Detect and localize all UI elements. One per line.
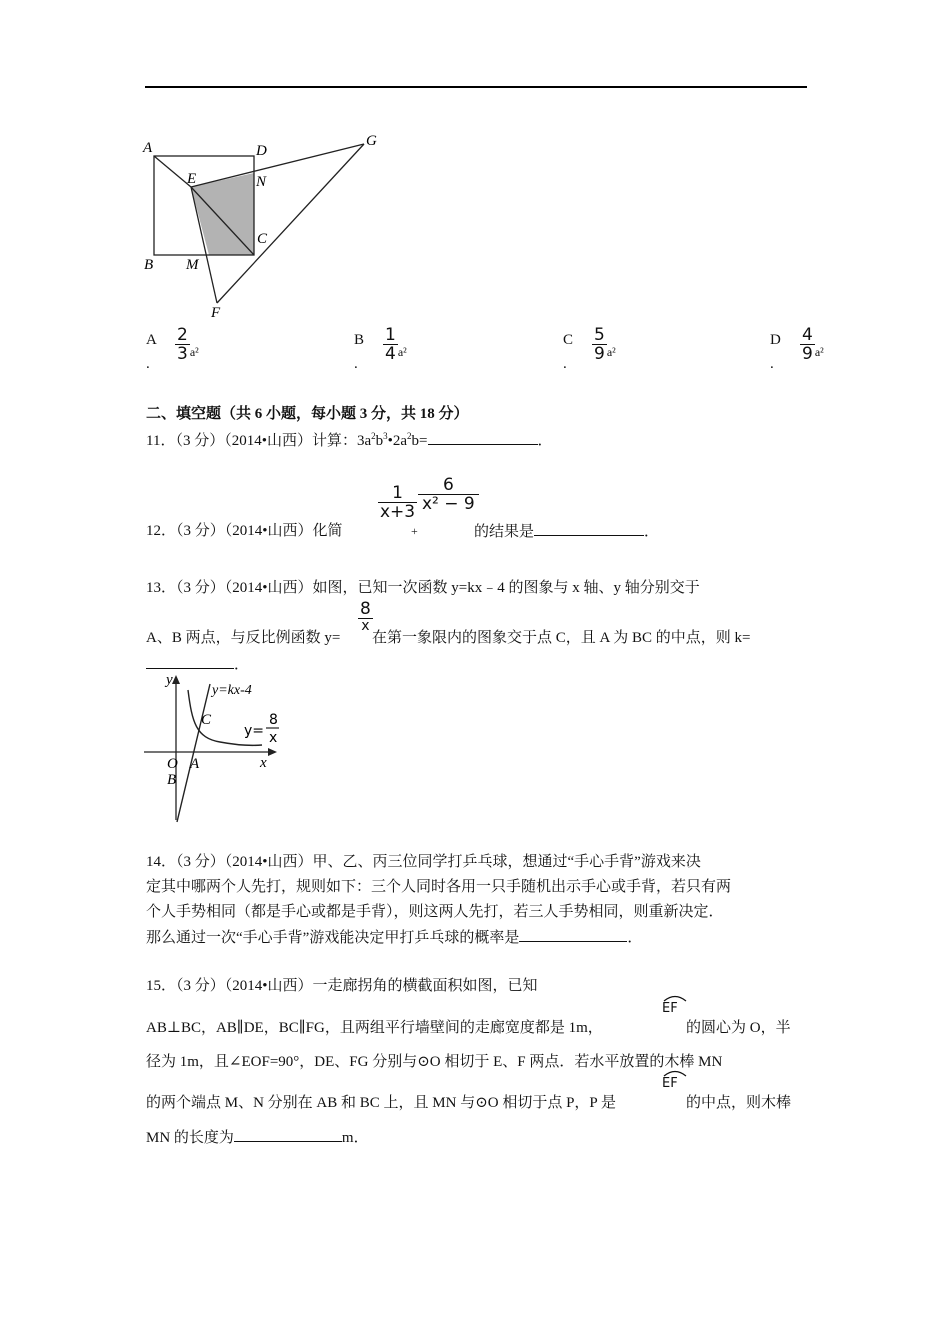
option-tail: a² xyxy=(189,345,199,360)
option-d[interactable] xyxy=(770,330,781,350)
q15-arc-1 xyxy=(662,994,688,1016)
q14-end: ． xyxy=(627,930,643,946)
denominator: x xyxy=(358,618,373,633)
numerator: 1 xyxy=(392,483,403,503)
option-dot: . xyxy=(563,356,567,372)
option-dot: . xyxy=(354,356,358,372)
arc-label: EF xyxy=(662,1076,678,1091)
q11-b: b xyxy=(375,433,384,449)
option-c-value xyxy=(592,326,616,363)
question-12-text xyxy=(146,521,343,541)
numerator: 1 xyxy=(385,325,396,345)
answer-blank[interactable] xyxy=(234,1127,342,1142)
answer-blank[interactable] xyxy=(146,654,234,669)
curve-numerator: 8 xyxy=(269,712,278,728)
q12-prefix: 12．（3 分）（2014•山西）化简 xyxy=(146,523,343,539)
label-C: C xyxy=(201,712,212,728)
numerator: 5 xyxy=(594,325,605,345)
q13-line-2-pre: A、B 两点，与反比例函数 y= xyxy=(146,630,341,646)
q15-line-5-post: m． xyxy=(341,1130,369,1146)
q15-line-3: 径为 1m，且∠EOF=90°，DE、FG 分别与⊙O 相切于 E、F 两点．若水平放置的木棒 MN xyxy=(146,1054,723,1070)
axis-y-label: y xyxy=(166,672,173,688)
option-letter: A xyxy=(146,332,157,348)
q15-line-2-post: 的圆心为 O，半 xyxy=(686,1020,791,1036)
answer-blank[interactable] xyxy=(428,430,538,445)
arc-label: EF xyxy=(662,1001,678,1016)
label-G: G xyxy=(366,133,377,149)
q14-line-4-text: 那么通过一次“手心手背”游戏能决定甲打乒乓球的概率是 xyxy=(146,930,520,946)
option-letter: B xyxy=(354,332,365,348)
denominator: 9 xyxy=(802,344,813,364)
line-equation: y=kx-4 xyxy=(212,683,252,698)
question-12-suffix xyxy=(474,521,659,542)
axis-x-label: x xyxy=(260,755,267,771)
question-11: 11．（3 分）（2014•山西）计算：$3a^2b^3•2a^2b=$ ． xyxy=(146,431,553,449)
option-dot: . xyxy=(770,356,774,372)
q12-plus: + xyxy=(411,524,418,538)
option-a[interactable] xyxy=(146,330,157,350)
label-A: A xyxy=(143,140,153,156)
denominator: 9 xyxy=(594,344,605,364)
denominator: 4 xyxy=(385,344,396,364)
option-letter: D xyxy=(770,332,781,348)
curve-equation: y= xyxy=(244,723,265,739)
label-N: N xyxy=(256,174,267,190)
q11-tail: b= xyxy=(411,433,428,449)
geometry-figure-q10 xyxy=(135,125,395,325)
q13-line-1: 13．（3 分）（2014•山西）如图，已知一次函数 y=kx﹣4 的图象与 x 轴、y 轴分别交于 xyxy=(146,580,700,596)
numerator: 8 xyxy=(360,599,371,619)
numerator: 2 xyxy=(177,325,188,345)
q12-fraction-2 xyxy=(418,476,479,513)
q14-line-1: 14．（3 分）（2014•山西）甲、乙、丙三位同学打乒乓球，想通过“手心手背”游戏来决 xyxy=(146,854,701,870)
section-title: 二、填空题（共 6 小题，每小题 3 分，共 18 分） xyxy=(146,406,469,422)
q11-mid: •2a xyxy=(387,433,408,449)
option-b-value xyxy=(383,326,407,363)
label-D: D xyxy=(256,143,267,159)
label-B: B xyxy=(167,772,177,788)
option-letter: C xyxy=(563,332,574,348)
option-tail: a² xyxy=(606,345,616,360)
label-B: B xyxy=(144,257,154,273)
q14-line-3: 个人手势相同（都是手心或都是手背），则这两人先打，若三人手势相同，则重新决定． xyxy=(146,904,724,920)
option-tail: a² xyxy=(397,345,407,360)
option-dot: . xyxy=(146,356,150,372)
q15-line-1: 15．（3 分）（2014•山西）一走廊拐角的横截面积如图，已知 xyxy=(146,978,538,994)
q15-line-2-pre: AB⊥BC，AB∥DE，BC∥FG，且两组平行墙壁间的走廊宽度都是 1m， xyxy=(146,1020,603,1036)
denominator: x² − 9 xyxy=(418,494,479,513)
option-tail: a² xyxy=(814,345,824,360)
label-C: C xyxy=(257,231,268,247)
label-E: E xyxy=(187,171,197,187)
q13-end: ． xyxy=(234,657,250,673)
q15-line-4-pre: 的两个端点 M、N 分别在 AB 和 BC 上，且 MN 与⊙O 相切于点 P，P 是 xyxy=(146,1095,616,1111)
q15-line-4-post: 的中点，则木棒 xyxy=(686,1095,792,1111)
curve-denominator: x xyxy=(269,730,278,746)
q11-end: ． xyxy=(537,433,553,449)
q15-line-5 xyxy=(146,1127,369,1148)
top-rule xyxy=(145,86,807,88)
q15-arc-2 xyxy=(662,1069,688,1091)
q14-line-2: 定其中哪两个人先打，规则如下：三个人同时各用一只手随机出示手心或手背，若只有两 xyxy=(146,879,732,895)
denominator: x+3 xyxy=(380,502,416,522)
numerator: 6 xyxy=(442,475,454,495)
option-d-value xyxy=(800,326,824,363)
q11-prefix: 11．（3 分）（2014•山西）计算：3a xyxy=(146,433,372,449)
label-A: A xyxy=(190,756,200,772)
q13-fraction xyxy=(358,600,373,633)
q12-fraction-1 xyxy=(378,484,417,521)
label-M: M xyxy=(186,257,199,273)
numerator: 4 xyxy=(802,325,813,345)
answer-blank[interactable] xyxy=(534,521,644,536)
q13-line-2-post: 在第一象限内的图象交于点 C，且 A 为 BC 的中点，则 k= xyxy=(372,630,751,646)
option-c[interactable] xyxy=(563,330,573,350)
denominator: 3 xyxy=(177,344,188,364)
option-a-value xyxy=(175,326,199,363)
label-F: F xyxy=(211,305,221,321)
function-graph-q13 xyxy=(140,672,290,827)
q14-line-4 xyxy=(146,927,642,948)
q12-end: ． xyxy=(644,524,660,540)
option-b[interactable] xyxy=(354,330,364,350)
answer-blank[interactable] xyxy=(519,927,627,942)
q12-suffix: 的结果是 xyxy=(474,524,535,540)
q15-line-5-pre: MN 的长度为 xyxy=(146,1130,234,1146)
label-O: O xyxy=(167,756,178,772)
